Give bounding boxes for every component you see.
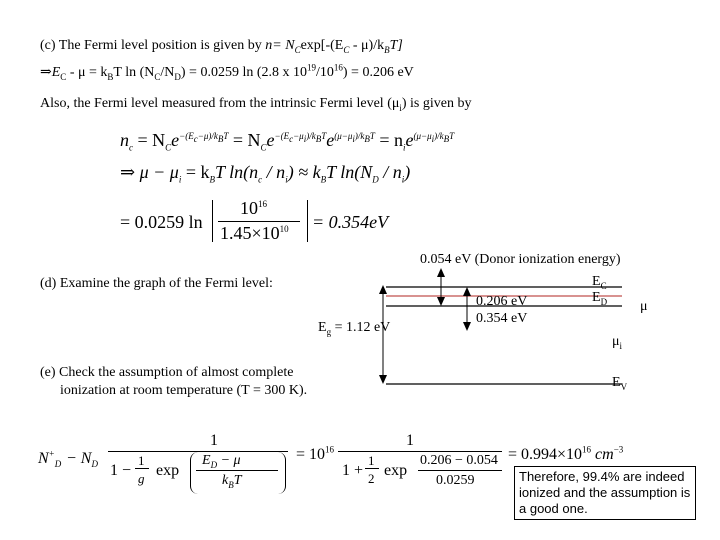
mu-i-label: $\mu_i$ xyxy=(612,334,623,351)
ed-mu: $E_D - \mu$ xyxy=(202,453,241,470)
part-e-line-1: (e) Check the assumption of almost complete xyxy=(40,365,294,380)
eg-arrowhead-down xyxy=(379,375,387,384)
kbt: $k_BT$ xyxy=(222,473,242,490)
conclusion-box: Therefore, 99.4% are indeed ionized and the assumption is a good one. xyxy=(514,466,696,520)
eg-arrowhead-up xyxy=(379,285,387,294)
eg-label: $E_g = 1.12$ eV xyxy=(318,320,391,337)
minus-nd: − $N_D$ xyxy=(66,450,98,470)
part-e-line-2: ionization at room temperature (T = 300 K). xyxy=(60,383,308,398)
nd-plus: $N^+_D$ xyxy=(38,448,62,470)
part-c-line: (c) The Fermi level position is given by $n= N_C\exp[-(E_C - \mu)/k_BT]$ xyxy=(40,38,403,55)
derivation-line-1: $n_c = N_Ce^{-(E_c-\mu)/k_BT} = N_Ce^{-(E_c-\mu_i)/k_BT}e^{(\mu-\mu_i)/k_BT} = n_ie^{(\mu-\mu_i)/k_BT}$ xyxy=(120,130,455,153)
also-line: Also, the Fermi level measured from the intrinsic Fermi level $(\mu_i)$ is given by xyxy=(40,96,472,113)
ed-label: $E_D$ xyxy=(592,290,608,307)
donor-label: 0.054 eV (Donor ionization energy) xyxy=(420,252,621,267)
fermi-expression: $n= N_C\exp[-(E_C - \mu)/k_BT]$ xyxy=(265,38,403,55)
ev-label: $E_V$ xyxy=(612,375,628,392)
ec-label: $E_C$ xyxy=(592,274,607,291)
derivation-line-2: ⇒ $\mu - \mu_i = k_BT$ $\ln(n_c / n_i) \approx k_BT$ $\ln(N_D / n_i)$ xyxy=(120,162,411,185)
fraction-denominator: $1.45\times 10^{10}$ xyxy=(220,223,289,243)
label-0354: 0.354 eV xyxy=(476,311,528,326)
part-d-label: (d) Examine the graph of the Fermi level: xyxy=(40,276,273,291)
fraction-numerator: $10^{16}$ xyxy=(240,198,267,218)
label-0206: 0.206 eV xyxy=(476,294,528,309)
result-line: $\Rightarrow E_C - \mu = k_BT$ $\ln (N_C/N_D) = 0.0259$ ln (2.8 x $10^{19}/10^{16}) = 0.206$ eV xyxy=(40,62,414,82)
denominator-left: 1 − xyxy=(110,462,132,479)
mu-label: μ xyxy=(640,299,648,314)
ionization-equation: $N^+_D$ − $N_D$ 1 1 − 1 g exp $E_D - \mu$ $k_BT$ = $10^{16}$ 1 1 + 1 2 exp 0.206 − 0.054 0.0259 = $0.994\times 10^{16}$ $cm^{-3}$ xyxy=(38,432,598,502)
